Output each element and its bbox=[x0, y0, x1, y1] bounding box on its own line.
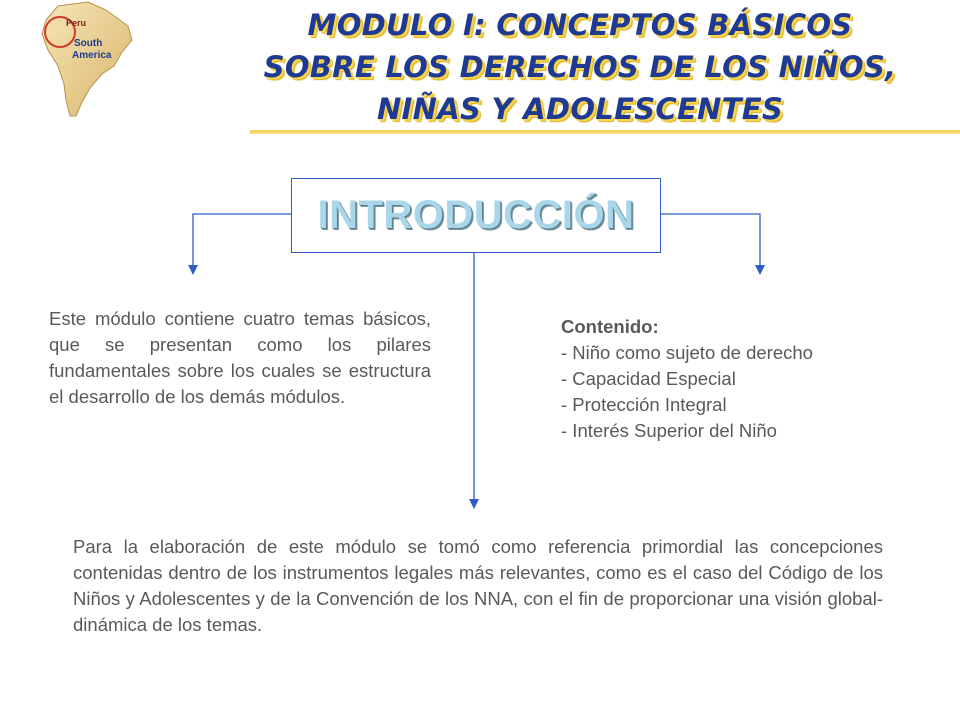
reference-paragraph bbox=[73, 534, 883, 638]
introduction-label: INTRODUCCIÓN bbox=[317, 193, 635, 237]
contents-list bbox=[561, 314, 901, 444]
contents-item: - Capacidad Especial bbox=[561, 368, 736, 389]
logo-label-america: America bbox=[72, 50, 112, 61]
module-description-text: Este módulo contiene cuatro temas básicos, que se presentan como los pilares fundamentales sobre los cuales se estructura el desarrollo de los demás módulos. bbox=[49, 308, 431, 407]
logo-label-peru: Peru bbox=[66, 18, 87, 28]
contents-item: - Protección Integral bbox=[561, 394, 727, 415]
title-line-3: NIÑAS Y ADOLESCENTES bbox=[376, 92, 784, 126]
title-line-2: SOBRE LOS DERECHOS DE LOS NIÑOS, bbox=[263, 50, 897, 84]
contents-item: - Niño como sujeto de derecho bbox=[561, 342, 813, 363]
introduction-box bbox=[291, 178, 661, 253]
reference-paragraph-text: Para la elaboración de este módulo se tomó como referencia primordial las concepciones contenidas dentro de los instrumentos legales más relevantes, como es el caso del Código de los Niños y Adolescentes y de la Convención de los NNA, con el fin de proporcionar una visión global-dinámica de los temas. bbox=[73, 536, 883, 635]
module-description bbox=[49, 306, 431, 410]
connector-right-arrow bbox=[661, 214, 760, 270]
contents-heading: Contenido: bbox=[561, 316, 659, 337]
title-line-1: MODULO I: CONCEPTOS BÁSICOS bbox=[307, 8, 853, 42]
connector-left-arrow bbox=[193, 214, 291, 270]
contents-item: - Interés Superior del Niño bbox=[561, 420, 777, 441]
logo-label-south: South bbox=[74, 38, 103, 49]
